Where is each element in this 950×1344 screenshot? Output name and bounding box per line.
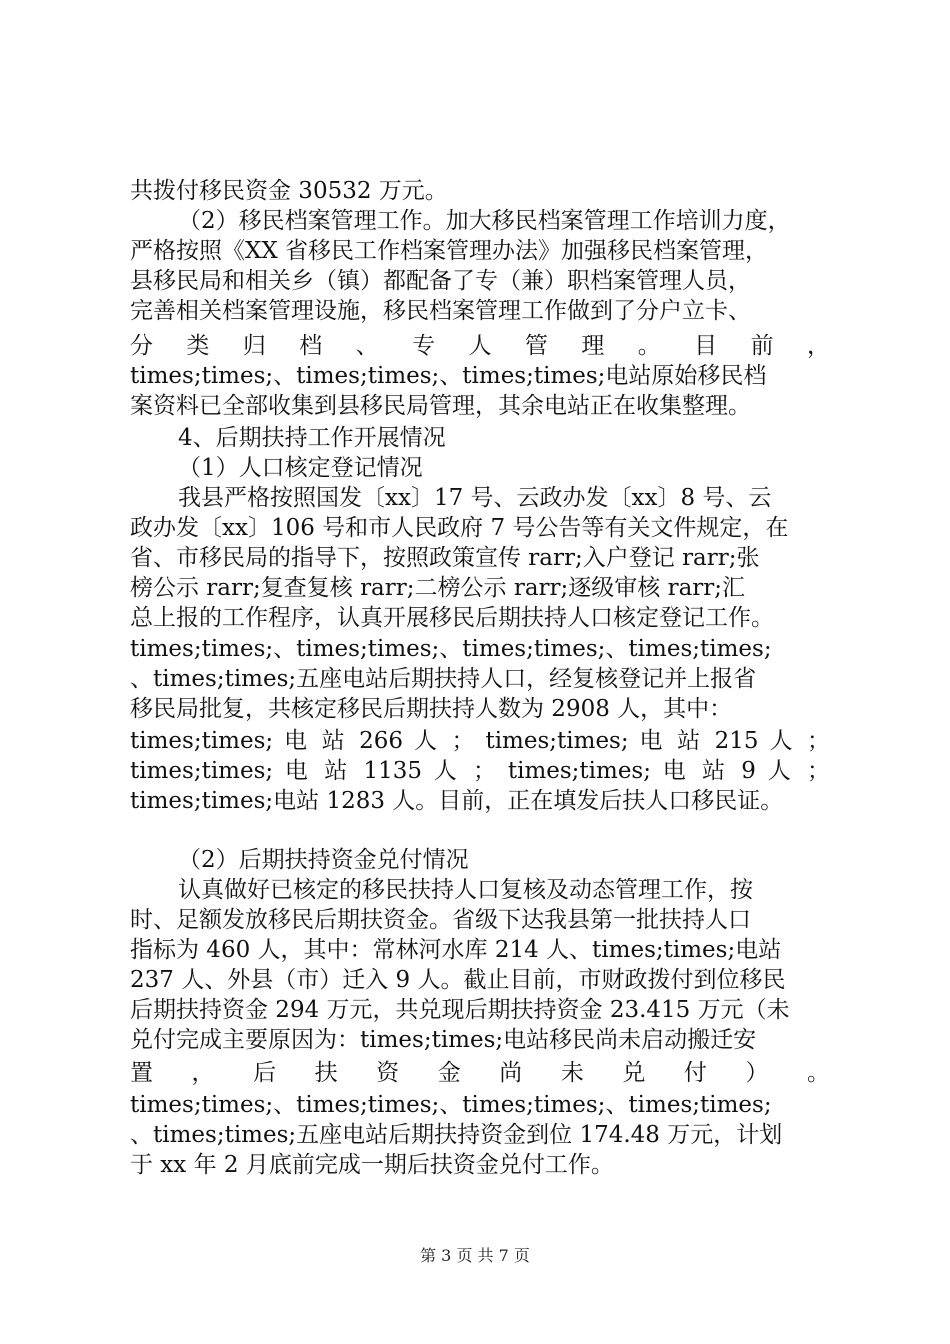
text-line: 分 类 归 档 、 专 人 管 理 。 目 前 ， (130, 333, 830, 359)
text-line: 完善相关档案管理设施，移民档案管理工作做到了分户立卡、 (130, 298, 751, 324)
text-line: 于 xx 年 2 月底前完成一期后扶资金兑付工作。 (130, 1152, 614, 1178)
text-line: 省、市移民局的指导下，按照政策宣传 rarr;入户登记 rarr;张 (130, 545, 760, 571)
text-line: 榜公示 rarr;复查复核 rarr;二榜公示 rarr;逐级审核 rarr;汇 (130, 575, 746, 601)
text-line: times;times;、times;times;、times;times;电站原始移民档 (130, 363, 767, 389)
section-heading: 4、后期扶持工作开展情况 (178, 425, 446, 451)
text-line: 、times;times;五座电站后期扶持人口，经复核登记并上报省 (130, 666, 757, 692)
text-line: 兑付完成主要原因为：times;times;电站移民尚未启动搬迁安 (130, 1027, 757, 1053)
text-line: times;times;电站 1283 人。目前，正在填发后扶人口移民证。 (130, 788, 784, 814)
text-line: 237 人、外县（市）迁入 9 人。截止目前，市财政拨付到位移民 (130, 967, 786, 993)
text-line: 政办发〔xx〕106 号和市人民政府 7 号公告等有关文件规定，在 (130, 515, 789, 541)
text-line: 置 ， 后 扶 资 金 尚 未 兑 付 ） 。 (130, 1060, 830, 1086)
text-line: times;times; 电 站 266 人 ； times;times; 电 站 215 人 ； (130, 728, 830, 754)
subsection-heading: （2）后期扶持资金兑付情况 (178, 847, 469, 873)
text-line: （2）移民档案管理工作。加大移民档案管理工作培训力度， (178, 208, 791, 234)
text-line: 案资料已全部收集到县移民局管理，其余电站正在收集整理。 (130, 393, 751, 419)
text-line: 后期扶持资金 294 万元，共兑现后期扶持资金 23.415 万元（未 (130, 997, 790, 1023)
text-line: 共拨付移民资金 30532 万元。 (130, 178, 448, 204)
text-line: 移民局批复，共核定移民后期扶持人数为 2908 人，其中： (130, 696, 733, 722)
text-line: 我县严格按照国发〔xx〕17 号、云政办发〔xx〕8 号、云 (178, 485, 772, 511)
text-line: 严格按照《XX 省移民工作档案管理办法》加强移民档案管理， (130, 238, 769, 264)
text-line: times;times;、times;times;、times;times;、times;times; (130, 1092, 772, 1118)
text-line: 、times;times;五座电站后期扶持资金到位 174.48 万元，计划 (130, 1122, 783, 1148)
subsection-heading: （1）人口核定登记情况 (178, 455, 423, 481)
text-line: 总上报的工作程序，认真开展移民后期扶持人口核定登记工作。 (130, 605, 774, 631)
text-line: 指标为 460 人，其中：常林河水库 214 人、times;times;电站 (130, 937, 782, 963)
text-line: 认真做好已核定的移民扶持人口复核及动态管理工作，按 (178, 877, 753, 903)
text-line: 时、足额发放移民后期扶资金。省级下达我县第一批扶持人口 (130, 907, 751, 933)
text-line: times;times; 电 站 1135 人 ； times;times; 电 站 9 人 ； (130, 758, 830, 784)
page-footer: 第 3 页 共 7 页 (420, 1246, 530, 1265)
text-line: times;times;、times;times;、times;times;、times;times; (130, 636, 772, 662)
text-line: 县移民局和相关乡（镇）都配备了专（兼）职档案管理人员， (130, 268, 751, 294)
